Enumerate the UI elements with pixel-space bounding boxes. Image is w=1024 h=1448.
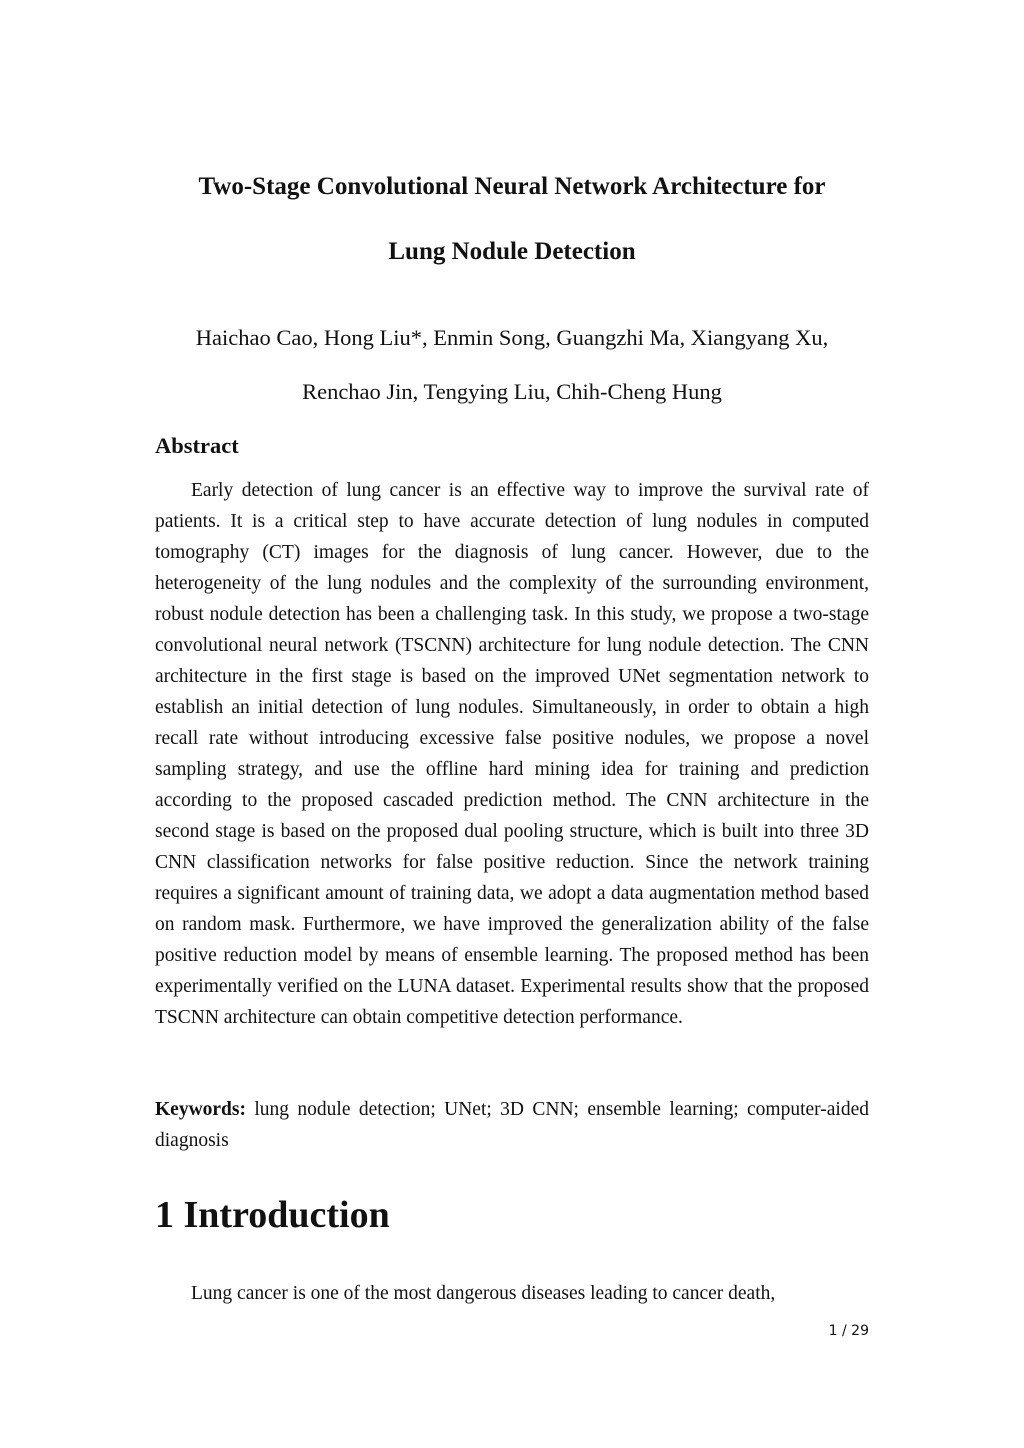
introduction-paragraph: Lung cancer is one of the most dangerous diseases leading to cancer death, [191,1283,776,1304]
author-list-line-1: Haichao Cao, Hong Liu*, Enmin Song, Guangzhi Ma, Xiangyang Xu, [195,325,829,350]
page-number: 1 / 29 [828,1323,869,1339]
abstract-heading: Abstract [155,433,239,458]
paper-title-line-1: Two-Stage Convolutional Neural Network Architecture for [198,173,826,200]
keywords-list: lung nodule detection; UNet; 3D CNN; ensemble learning; computer-aided diagnosis [155,1099,869,1151]
abstract-paragraph: Early detection of lung cancer is an effective way to improve the survival rate of patients. It is a critical step to have accurate detection of lung nodules in computed tomography (CT) images for the diagnosis of lung cancer. However, due to the heterogeneity of the lung nodules and the complexity of the surrounding environment, robust nodule detection has been a challenging task. In this study, we propose a two-stage convolutional neural network (TSCNN) architecture for lung nodule detection. The CNN architecture in the first stage is based on the improved UNet segmentation network to establish an initial detection of lung nodules. Simultaneously, in order to obtain a high recall rate without introducing excessive false positive nodules, we propose a novel sampling strategy, and use the offline hard mining idea for training and prediction according to the proposed cascaded prediction method. The CNN architecture in the second stage is based on the proposed dual pooling structure, which is built into three 3D CNN classification networks for false positive reduction. Since the network training requires a significant amount of training data, we adopt a data augmentation method based on random mask. Furthermore, we have improved the generalization ability of the false positive reduction model by means of ensemble learning. The proposed method has been experimentally verified on the LUNA dataset. Experimental results show that the proposed TSCNN architecture can obtain competitive detection performance. [155,480,869,1028]
paper-title-line-2: Lung Nodule Detection [388,238,636,265]
section-heading-introduction: 1 Introduction [155,1194,390,1236]
author-list-line-2: Renchao Jin, Tengying Liu, Chih-Cheng Hung [302,379,722,404]
keywords-paragraph [155,1094,869,1156]
keywords-label: Keywords: [155,1099,246,1120]
